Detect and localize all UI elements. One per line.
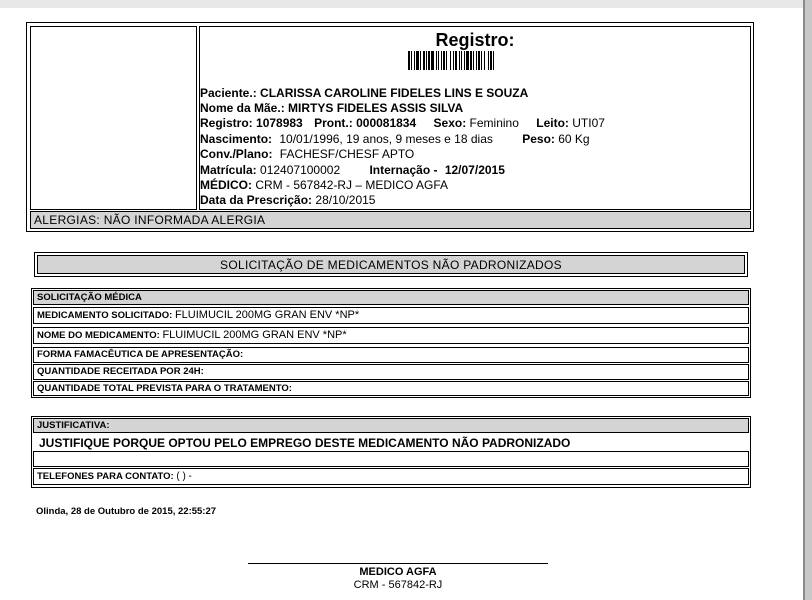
solicitacao-header: [33, 290, 749, 305]
registro-label: Registro:: [200, 116, 253, 130]
form-title: SOLICITAÇÃO DE MEDICAMENTOS NÃO PADRONIZADOS: [37, 255, 745, 274]
allergy-bar: ALERGIAS: NÃO INFORMADA ALERGIA: [30, 211, 751, 229]
barcode-bar: [494, 51, 496, 70]
pront-label: Pront.:: [314, 116, 353, 130]
signature-line: [248, 563, 548, 564]
justificativa-label: JUSTIFICATIVA:: [37, 420, 110, 431]
conv-label: Conv./Plano:: [200, 147, 273, 161]
peso-label: Peso:: [522, 132, 555, 146]
qtd-24h-label: QUANTIDADE RECEITADA POR 24H:: [37, 366, 204, 377]
matricula-line: [200, 163, 505, 177]
medicamento-solicitado-row: [33, 307, 749, 324]
mae-line: [200, 101, 463, 115]
forma-label: FORMA FAMACÊUTICA DE APRESENTAÇÃO:: [37, 349, 244, 360]
page-right-shadow: [803, 0, 812, 600]
matricula-label: Matrícula:: [200, 163, 257, 177]
sexo-label: Sexo:: [433, 116, 467, 130]
solicitacao-label: SOLICITAÇÃO MÉDICA: [37, 292, 142, 303]
conv-value: FACHESF/CHESF APTO: [279, 147, 415, 161]
signature-name: MEDICO AGFA: [359, 566, 437, 578]
medico-line: [200, 178, 448, 192]
medico-label: MÉDICO:: [200, 178, 252, 192]
conv-line: [200, 147, 414, 161]
mae-label: Nome da Mãe.:: [200, 101, 285, 115]
justificativa-instruction: JUSTIFIQUE PORQUE OPTOU PELO EMPREGO DESTE MEDICAMENTO NÃO PADRONIZADO: [39, 436, 571, 450]
telefones-row: [33, 468, 749, 485]
internacao-label: Internação -: [369, 163, 438, 177]
signature-crm: CRM - 567842-RJ: [353, 579, 443, 591]
nome-med-value: FLUIMUCIL 200MG GRAN ENV *NP*: [162, 329, 347, 341]
telefones-value: ( ) -: [176, 471, 192, 482]
qtd-total-row: [33, 381, 749, 396]
qtd-total-label: QUANTIDADE TOTAL PREVISTA PARA O TRATAMENTO:: [37, 383, 292, 394]
peso-value: 60 Kg: [558, 132, 590, 146]
logo-area: [30, 26, 197, 210]
registro-title: Registro:: [435, 30, 515, 50]
pront-value: 000081834: [356, 116, 417, 130]
telefones-label: TELEFONES PARA CONTATO:: [37, 471, 174, 482]
leito-label: Leito:: [536, 116, 569, 130]
justificativa-header: [33, 418, 749, 433]
paciente-value: CLARISSA CAROLINE FIDELES LINS E SOUZA: [260, 86, 529, 100]
nascimento-line: [200, 132, 590, 146]
barcode-image: [408, 51, 496, 70]
nascimento-label: Nascimento:: [200, 132, 273, 146]
internacao-value: 12/07/2015: [444, 163, 505, 177]
paciente-line: [200, 86, 528, 100]
data-prescricao-label: Data da Prescrição:: [200, 193, 313, 207]
patient-info-box: [199, 26, 751, 210]
registro-line: [200, 116, 605, 130]
qtd-24h-row: [33, 364, 749, 380]
medico-value: CRM - 567842-RJ – MEDICO AGFA: [255, 178, 449, 192]
leito-value: UTI07: [572, 116, 605, 130]
page-top-edge: [0, 0, 803, 8]
nascimento-value: 10/01/1996, 19 anos, 9 meses e 18 dias: [279, 132, 493, 146]
data-prescricao-value: 28/10/2015: [315, 193, 376, 207]
place-date: Olinda, 28 de Outubro de 2015, 22:55:27: [36, 506, 217, 517]
paciente-label: Paciente.:: [200, 86, 257, 100]
justificativa-blank-row: [33, 451, 749, 467]
mae-value: MIRTYS FIDELES ASSIS SILVA: [288, 101, 464, 115]
registro-value: 1078983: [256, 116, 303, 130]
med-solicitado-label: MEDICAMENTO SOLICITADO:: [37, 310, 173, 321]
nome-med-label: NOME DO MEDICAMENTO:: [37, 330, 160, 341]
matricula-value: 012407100002: [260, 163, 341, 177]
data-prescricao-line: [200, 193, 375, 207]
forma-row: [33, 347, 749, 363]
sexo-value: Feminino: [469, 116, 519, 130]
nome-medicamento-row: [33, 327, 749, 344]
med-solicitado-value: FLUIMUCIL 200MG GRAN ENV *NP*: [174, 309, 360, 321]
